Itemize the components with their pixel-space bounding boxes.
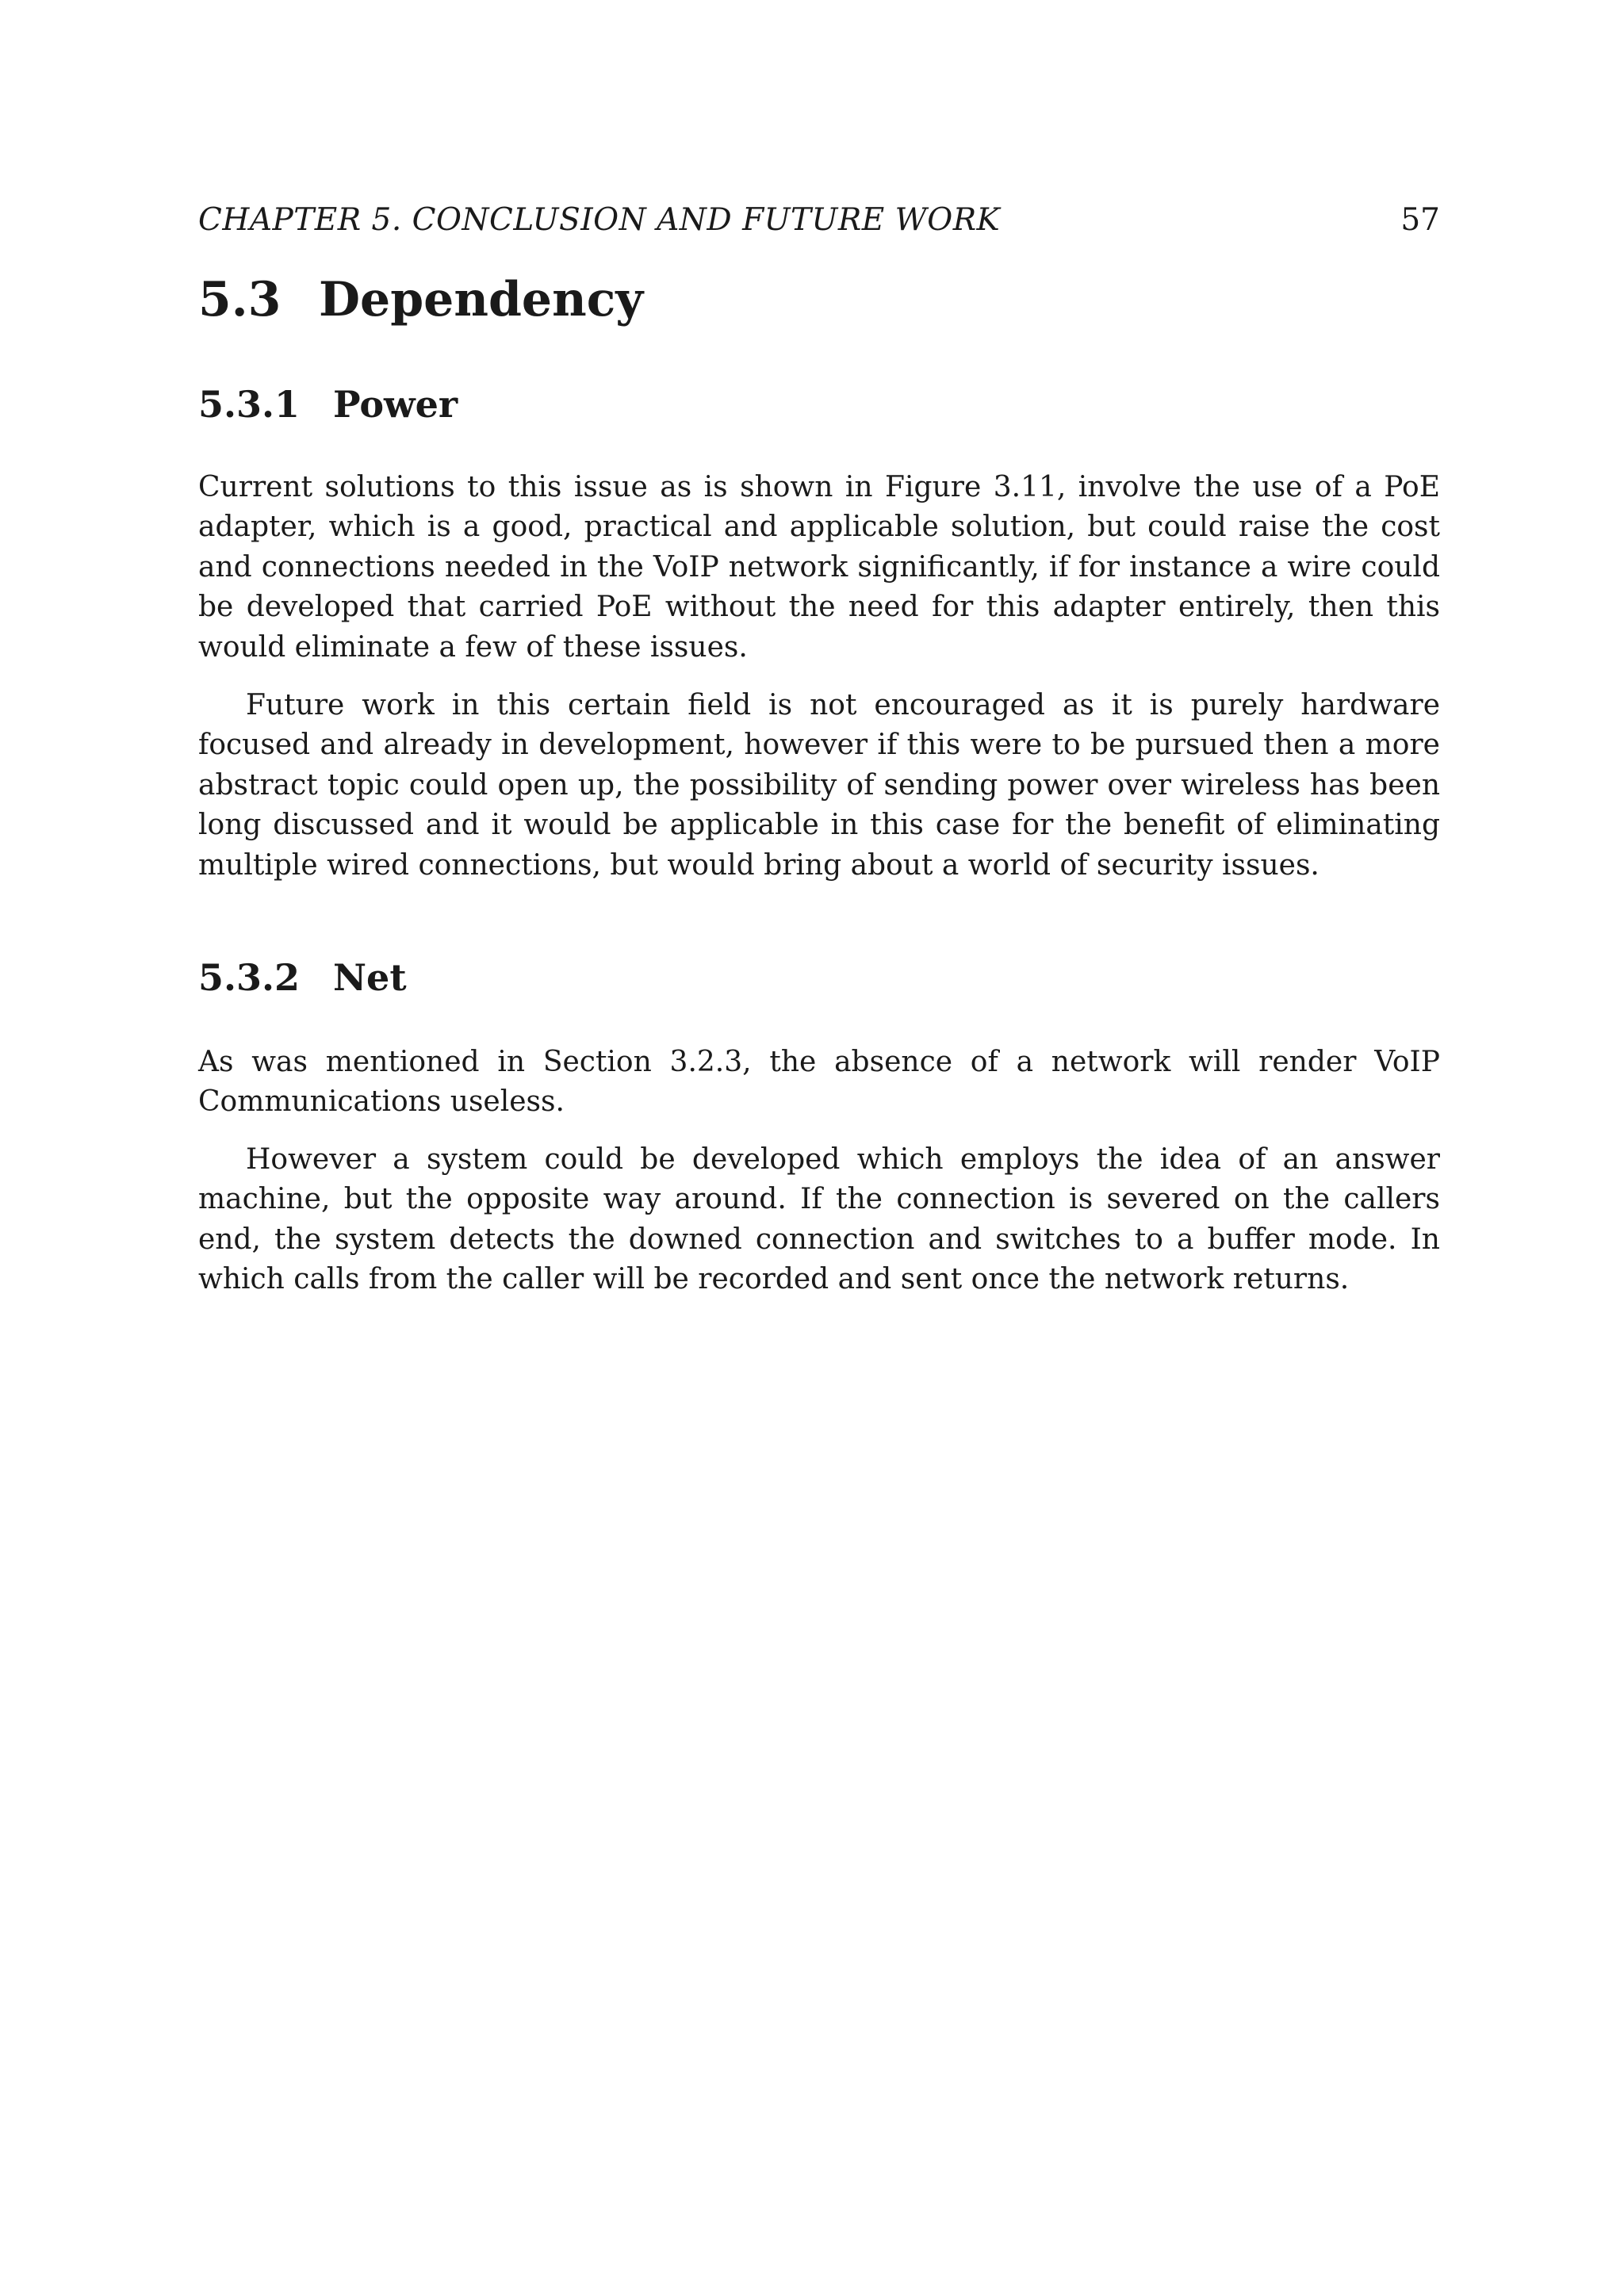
subsection-heading-net xyxy=(198,954,407,1001)
section-heading xyxy=(198,268,643,331)
subsection-title: Power xyxy=(333,383,458,426)
paragraph-net-1: As was mentioned in Section 3.2.3, the absence of a network will render VoIP Communications useless. xyxy=(198,1046,1440,1119)
running-header xyxy=(198,197,1440,244)
page-number: 57 xyxy=(1400,202,1440,238)
paragraph-net-2: However a system could be developed which employs the idea of an answer machine, but the opposite way around. If the connection is severed on the callers end, the system detects the downed connection and switches to a buffer mode. In which calls from the caller will be recorded and sent once the network returns. xyxy=(198,1143,1440,1296)
subsection-title: Net xyxy=(333,956,407,999)
section-title: Dependency xyxy=(319,272,644,327)
subsection-heading-power xyxy=(198,381,458,428)
paragraph-power-1: Current solutions to this issue as is shown in Figure 3.11, involve the use of a PoE adapter, which is a good, practical and applicable solution, but could raise the cost and connections needed in the VoIP network significantly, if for instance a wire could be developed that carried PoE without the need for this adapter entirely, then this would eliminate a few of these issues. xyxy=(198,471,1440,664)
chapter-header: CHAPTER 5. CONCLUSION AND FUTURE WORK xyxy=(198,202,1001,238)
subsection-number: 5.3.1 xyxy=(198,383,301,426)
section-number: 5.3 xyxy=(198,272,282,327)
paragraph-power-2: Future work in this certain field is not encouraged as it is purely hardware focused and already in development, however if this were to be pursued then a more abstract topic could open up, the possibility of sending power over wireless has been long discussed and it would be applicable in this case for the benefit of eliminating multiple wired connections, but would bring about a world of security issues. xyxy=(198,689,1440,882)
subsection-number: 5.3.2 xyxy=(198,956,301,999)
